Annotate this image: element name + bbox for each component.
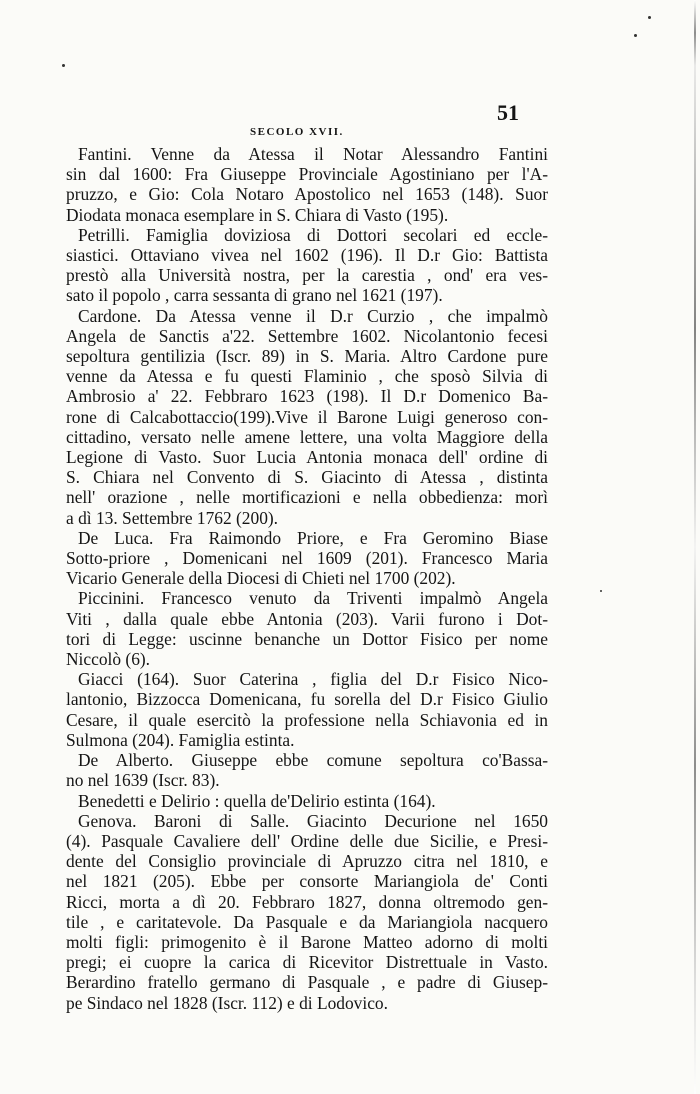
text-line: pe Sindaco nel 1828 (Iscr. 112) e di Lodovico. [66, 992, 388, 1013]
text-line: siastici. Ottaviano vivea nel 1602 (196). Il D.r Gio: Battista [66, 245, 548, 266]
ink-speck [600, 590, 602, 592]
paragraph [66, 669, 548, 750]
text-line: S. Chiara nel Convento di S. Giacinto di Atessa , distinta [66, 467, 548, 488]
page-edge-shadow [694, 0, 696, 1094]
text-line: rone di Calcabottaccio(199).Vive il Barone Luigi generoso con- [66, 406, 548, 427]
paragraph [66, 811, 548, 1013]
paragraph [66, 588, 548, 669]
text-line: Giacci (164). Suor Caterina , figlia del D.r Fisico Nico- [78, 669, 548, 690]
text-line: Viti , dalla quale ebbe Antonia (203). Varii furono i Dot- [66, 608, 548, 629]
paragraph [66, 306, 548, 528]
text-line: nell' orazione , nelle mortificazioni e nella obbedienza: morì [66, 487, 548, 508]
text-line: Sulmona (204). Famiglia estinta. [66, 729, 295, 750]
text-line: tori di Legge: uscinne benanche un Dottor Fisico per nome [66, 628, 548, 649]
text-line: Piccinini. Francesco venuto da Triventi impalmò Angela [78, 588, 548, 609]
paragraph [66, 750, 548, 790]
text-line: dente del Consiglio provinciale di Apruzzo citra nel 1810, e [66, 851, 548, 872]
text-line: Sotto-priore , Domenicani nel 1609 (201). Francesco Maria [66, 548, 548, 569]
text-line: Niccolò (6). [66, 649, 151, 670]
text-line: sin dal 1600: Fra Giuseppe Provinciale Agostiniano per l'A- [66, 164, 548, 185]
text-line: De Luca. Fra Raimondo Priore, e Fra Geromino Biase [78, 527, 548, 548]
text-line: Berardino fratello germano di Pasquale , e padre di Giusep- [66, 972, 548, 993]
paragraph [66, 791, 548, 811]
text-line: pruzzo, e Gio: Cola Notaro Apostolico nel 1653 (148). Suor [66, 184, 548, 205]
text-line: Ricci, morta a dì 20. Febbraro 1827, donna oltremodo gen- [66, 891, 548, 912]
paragraph [66, 225, 548, 306]
text-line: cittadino, versato nelle amene lettere, una volta Maggiore della [66, 426, 548, 447]
text-line: tile , e caritatevole. Da Pasquale e da Mariangiola nacquero [66, 911, 548, 932]
running-head: SECOLO XVII. [250, 126, 344, 138]
text-line: Petrilli. Famiglia doviziosa di Dottori secolari ed eccle- [78, 224, 548, 245]
text-line: molti figli: primogenito è il Barone Matteo adorno di molti [66, 931, 548, 952]
text-line: nel 1821 (205). Ebbe per consorte Mariangiola de' Conti [66, 871, 548, 892]
text-line: pregi; ei cuopre la carica di Ricevitor Distrettuale in Vasto. [66, 952, 548, 973]
text-line: sepoltura gentilizia (Iscr. 89) in S. Maria. Altro Cardone pure [66, 346, 548, 367]
text-line: Ambrosio a' 22. Febbraro 1623 (198). Il D.r Domenico Ba- [66, 386, 548, 407]
text-line: Benedetti e Delirio : quella de'Delirio estinta (164). [78, 790, 436, 811]
text-line: De Alberto. Giuseppe ebbe comune sepoltura co'Bassa- [78, 750, 548, 771]
text-line: Angela de Sanctis a'22. Settembre 1602. Nicolantonio fecesi [66, 325, 548, 346]
paragraph [66, 144, 548, 225]
text-line: Cardone. Da Atessa venne il D.r Curzio , che impalmò [78, 305, 548, 326]
body-text [66, 144, 548, 1013]
paragraph [66, 528, 548, 589]
ink-speck [634, 34, 637, 37]
text-line: no nel 1639 (Iscr. 83). [66, 770, 220, 791]
text-line: Legione di Vasto. Suor Lucia Antonia monaca dell' ordine di [66, 447, 548, 468]
text-line: Genova. Baroni di Salle. Giacinto Decurione nel 1650 [78, 810, 548, 831]
text-line: lantonio, Bizzocca Domenicana, fu sorella del D.r Fisico Giulio [66, 689, 548, 710]
text-line: (4). Pasquale Cavaliere dell' Ordine delle due Sicilie, e Presi- [66, 830, 548, 851]
text-line: sato il popolo , carra sessanta di grano nel 1621 (197). [66, 285, 443, 306]
text-line: Vicario Generale della Diocesi di Chieti nel 1700 (202). [66, 568, 456, 589]
text-line: prestò alla Università nostra, per la carestia , ond' era ves- [66, 265, 548, 286]
page-number: 51 [497, 100, 519, 125]
text-line: venne da Atessa e fu questi Flaminio , che sposò Silvia di [66, 366, 548, 387]
ink-speck [648, 16, 651, 19]
text-line: a dì 13. Settembre 1762 (200). [66, 507, 279, 528]
text-line: Fantini. Venne da Atessa il Notar Alessandro Fantini [78, 144, 548, 164]
ink-speck [62, 64, 65, 67]
text-line: Cesare, il quale esercitò la professione nella Schiavonia ed in [66, 709, 548, 730]
text-line: Diodata monaca esemplare in S. Chiara di Vasto (195). [66, 204, 449, 225]
